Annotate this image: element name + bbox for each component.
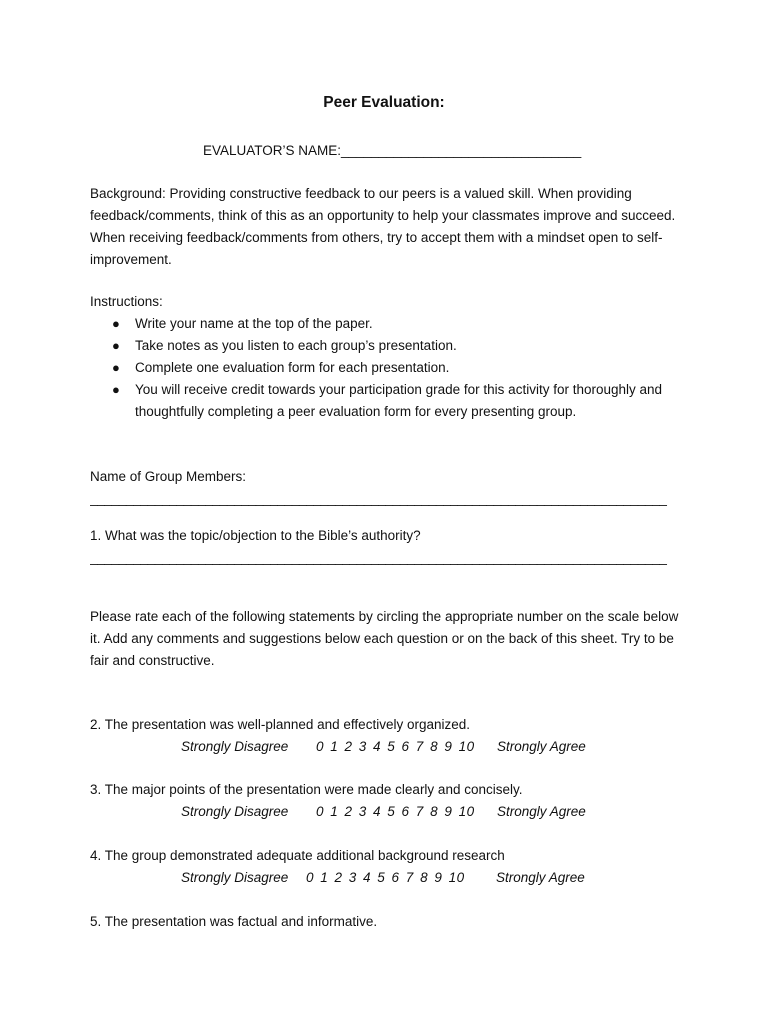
scale-low-label: Strongly Disagree (181, 804, 289, 819)
instruction-text: Take notes as you listen to each group’s presentation. (135, 338, 457, 353)
scale-low-label: Strongly Disagree (181, 739, 289, 754)
page-title: Peer Evaluation: (323, 94, 445, 111)
instruction-text: Write your name at the top of the paper. (135, 316, 373, 331)
scale-high-label: Strongly Agree (496, 870, 585, 885)
scale-high-label: Strongly Agree (497, 804, 586, 819)
question-2: 2. The presentation was well-planned and effectively organized. (90, 717, 470, 732)
instructions-heading: Instructions: (90, 294, 163, 309)
rating-instructions: Please rate each of the following statements by circling the appropriate number on the scale below it. Add any comments and suggestions below each question or on the back of this sheet. Try to be fair and constructive. (90, 609, 679, 668)
bullet-icon: ● (112, 316, 120, 331)
instruction-item (90, 335, 686, 357)
group-members-line: ________________________________________________________________________________ (90, 491, 667, 506)
question-1: 1. What was the topic/objection to the Bible’s authority? (90, 528, 421, 543)
evaluator-name-blank: ________________________________ (341, 143, 582, 158)
bullet-icon: ● (112, 360, 120, 375)
scale-numbers: 0 1 2 3 4 5 6 7 8 9 10 (316, 804, 475, 819)
group-members-label: Name of Group Members: (90, 469, 247, 484)
instruction-item (90, 379, 686, 423)
instruction-item (90, 313, 686, 335)
bullet-icon: ● (112, 338, 120, 353)
evaluator-name-field (203, 140, 581, 162)
background-paragraph: Background: Providing constructive feedback to our peers is a valued skill. When providing feedback/comments, think of this as an opportunity to help your classmates improve and succeed. When receiving feedback/comments from others, try to accept them with a mindset open to self-improvement. (90, 186, 676, 267)
question-4: 4. The group demonstrated adequate additional background research (90, 848, 505, 863)
scale-numbers: 0 1 2 3 4 5 6 7 8 9 10 (306, 870, 465, 885)
instruction-item (90, 357, 686, 379)
evaluator-name-label: EVALUATOR’S NAME: (203, 143, 342, 158)
bullet-icon: ● (112, 382, 120, 397)
question-1-answer-line: ________________________________________________________________________________ (90, 550, 667, 565)
instructions-list (90, 313, 686, 423)
scale-low-label: Strongly Disagree (181, 870, 289, 885)
question-3: 3. The major points of the presentation were made clearly and concisely. (90, 782, 523, 797)
scale-high-label: Strongly Agree (497, 739, 586, 754)
instruction-text: You will receive credit towards your participation grade for this activity for thoroughly and thoughtfully completing a peer evaluation form for every presenting group. (135, 382, 663, 419)
question-5: 5. The presentation was factual and informative. (90, 914, 378, 929)
scale-numbers: 0 1 2 3 4 5 6 7 8 9 10 (316, 739, 475, 754)
instruction-text: Complete one evaluation form for each presentation. (135, 360, 450, 375)
